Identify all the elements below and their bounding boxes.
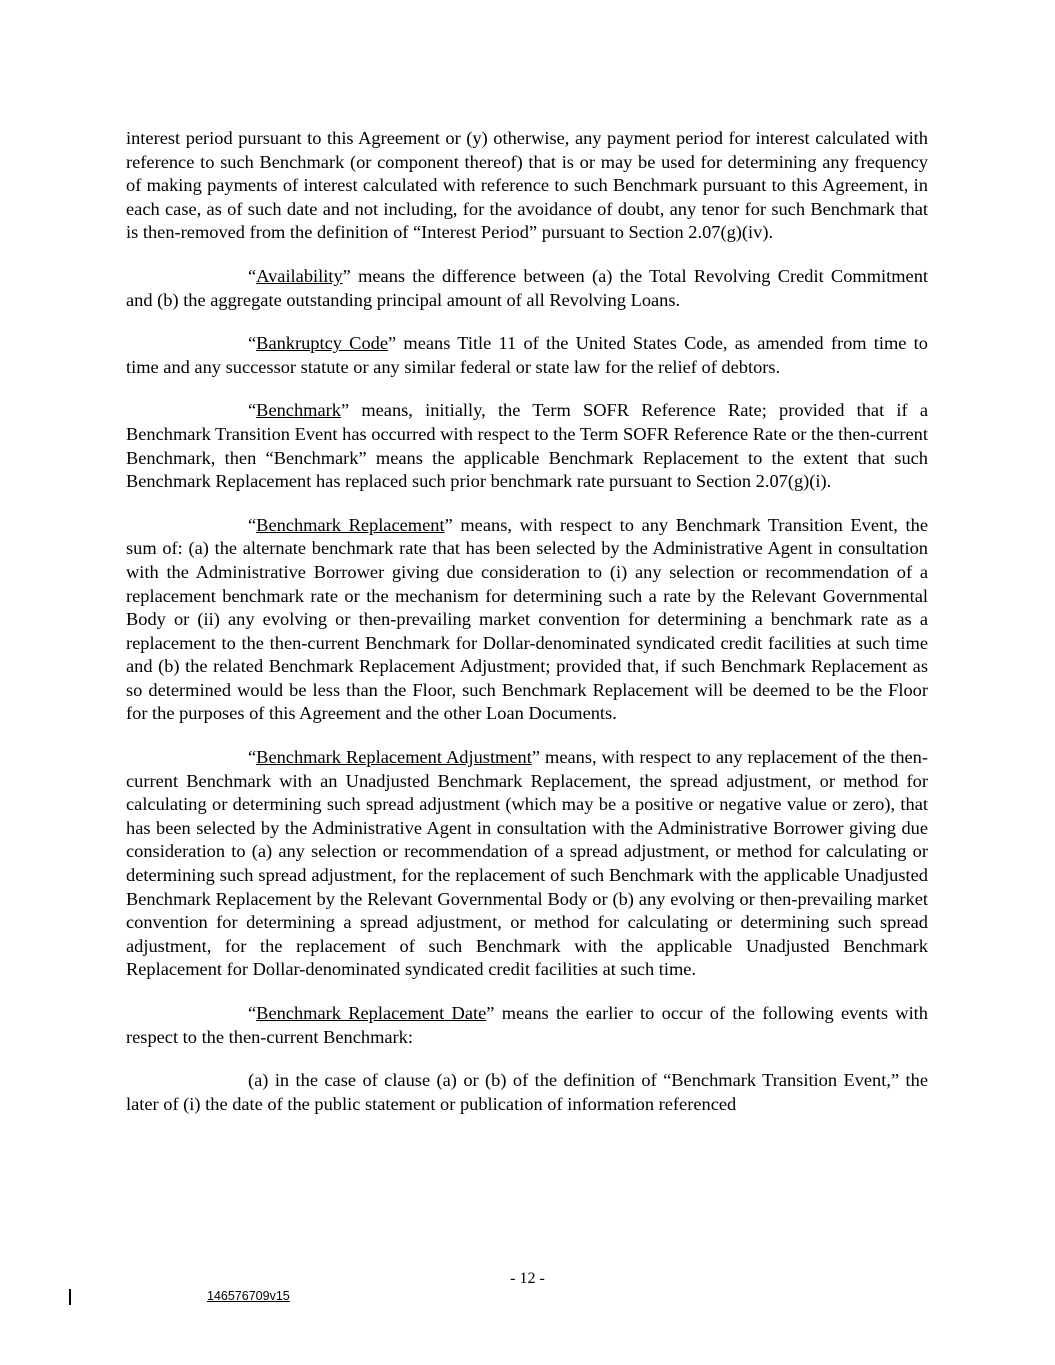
definition-availability: “Availability” means the difference between (a) the Total Revolving Credit Commitment and (b) the aggregate outstanding principal amount of all Revolving Loans. — [126, 265, 928, 310]
definition-bankruptcy-code: “Bankruptcy Code” means Title 11 of the United States Code, as amended from time to time and any successor statute or any similar federal or state law for the relief of debtors. — [126, 333, 928, 377]
clause-a: (a) in the case of clause (a) or (b) of the definition of “Benchmark Transition Event,” the later of (i) the date of the public statement or publication of information referenced — [126, 1070, 928, 1114]
definition-benchmark-replacement-date: “Benchmark Replacement Date” means the earlier to occur of the following events with respect to the then-current Benchmark: — [126, 1003, 928, 1047]
page-number: - 12 - — [510, 1270, 545, 1287]
defined-term: Bankruptcy Code — [256, 333, 389, 354]
definition-benchmark-replacement-adjustment: “Benchmark Replacement Adjustment” means, with respect to any replacement of the then-current Benchmark with an Unadjusted Benchmark Replacement, the spread adjustment, or method for calculating or determining such spread adjustment (which may be a positive or negative value or zero), that has been selected by the Administrative Agent in consultation with the Administrative Borrower giving due consideration to (a) any selection or recommendation of a spread adjustment, or method for calculating or determining such spread adjustment, for the replacement of such Benchmark with the applicable Unadjusted Benchmark Replacement by the Relevant Governmental Body or (b) any evolving or then-prevailing market convention for determining a spread adjustment, or method for calculating or determining such spread adjustment, for the replacement of such Benchmark with the applicable Unadjusted Benchmark Replacement for Dollar-denominated syndicated credit facilities at such time. — [126, 747, 928, 980]
defined-term: Benchmark Replacement Date — [256, 1003, 487, 1023]
defined-term: Benchmark — [256, 400, 341, 421]
change-bar — [69, 1289, 71, 1305]
defined-term: Availability — [256, 265, 343, 286]
defined-term: Benchmark Replacement Adjustment — [256, 747, 532, 768]
definition-benchmark: “Benchmark” means, initially, the Term SOFR Reference Rate; provided that if a Benchmark Transition Event has occurred with respect to the Term SOFR Reference Rate or the then-current Benchmark, then “Benchmark” means the applicable Benchmark Replacement to the extent that such Benchmark Replacement has replaced such prior benchmark rate pursuant to Section 2.07(g)(i). — [126, 400, 928, 492]
paragraph-interest-period-continuation: interest period pursuant to this Agreement or (y) otherwise, any payment period for interest calculated with reference to such Benchmark (or component thereof) that is or may be used for determining any frequency of making payments of interest calculated with reference to such Benchmark pursuant to this Agreement, in each case, as of such date and not including, for the avoidance of doubt, any tenor for such Benchmark that is then-removed from the definition of “Interest Period” pursuant to Section 2.07(g)(iv). — [126, 128, 928, 243]
document-id: 146576709v15 — [207, 1289, 290, 1303]
definition-benchmark-replacement: “Benchmark Replacement” means, with respect to any Benchmark Transition Event, the sum of: (a) the alternate benchmark rate that has been selected by the Administrative Agent in consultation with the Administrative Borrower giving due consideration to (i) any selection or recommendation of a replacement benchmark rate or the mechanism for determining such a rate by the Relevant Governmental Body or (ii) any evolving or then-prevailing market convention for determining a benchmark rate as a replacement to the then-current Benchmark for Dollar-denominated syndicated credit facilities at such time and (b) the related Benchmark Replacement Adjustment; provided that, if such Benchmark Replacement as so determined would be less than the Floor, such Benchmark Replacement will be deemed to be the Floor for the purposes of this Agreement and the other Loan Documents. — [126, 514, 928, 724]
body-text — [126, 127, 928, 1116]
defined-term: Benchmark Replacement — [256, 514, 445, 535]
